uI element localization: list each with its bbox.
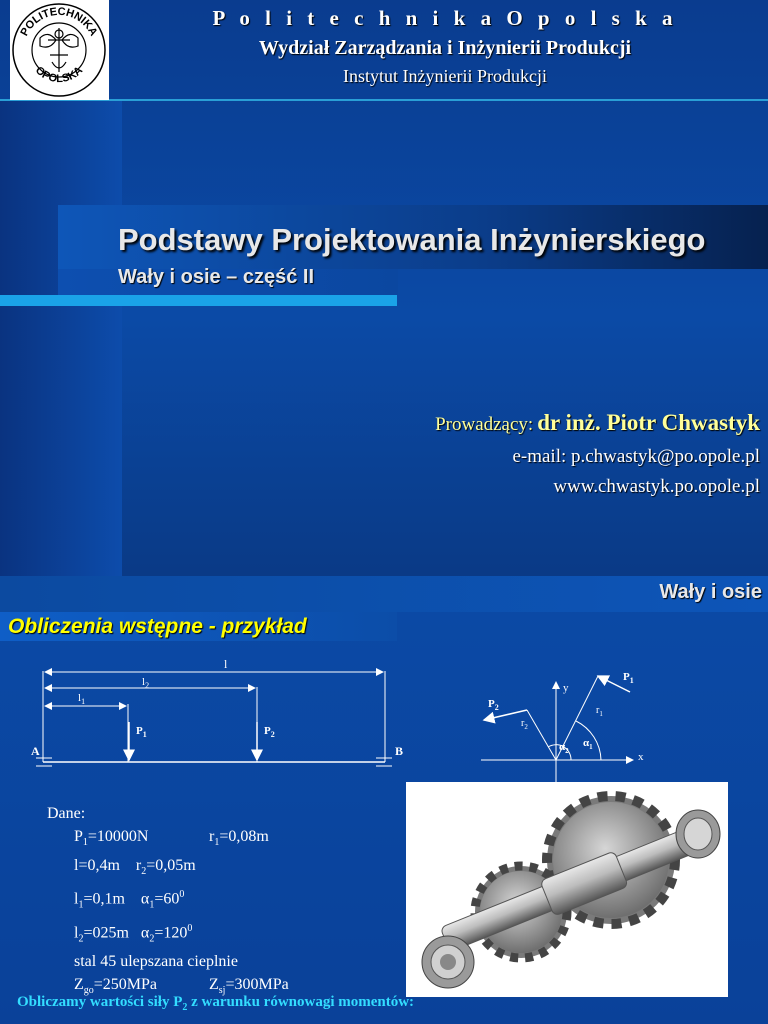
label-alpha1: $\alpha_1$ <box>583 737 593 751</box>
label-l1: $l_1$ <box>78 692 86 706</box>
label-r2: $r_2$ <box>521 718 528 731</box>
given-data <box>47 802 289 1003</box>
label-l: l <box>224 657 228 671</box>
label-p2: $P_2$ <box>264 725 275 739</box>
label-a: A <box>31 744 40 758</box>
vector-diagram <box>481 676 633 782</box>
given-p1-r1: $P_1=10000N$ $r_1=0,08m$ <box>74 828 269 849</box>
lecturer-line <box>435 410 760 436</box>
label-vec-p2: $P_2$ <box>488 698 499 712</box>
label-b: B <box>395 744 404 758</box>
gear-shaft-render <box>406 782 728 997</box>
radius-r2 <box>527 710 556 760</box>
label-p1: $P_1$ <box>136 725 147 739</box>
label-r1: $r_1$ <box>596 705 603 718</box>
label-alpha2: $\alpha_2$ <box>559 741 569 755</box>
lecturer-name: dr inż. Piotr Chwastyk <box>537 410 760 435</box>
label-vec-p1: $P_1$ <box>623 671 634 685</box>
lecturer-website[interactable]: www.chwastyk.po.opole.pl <box>553 476 760 497</box>
bearing-right-icon <box>676 810 720 858</box>
eagle-emblem-icon <box>40 28 78 72</box>
footer-instruction: Obliczamy wartości siły $P_2$ z warunku równowagi momentów: <box>17 994 415 1013</box>
university-name: P o l i t e c h n i k a O p o l s k a <box>212 6 678 30</box>
lecturer-label: Prowadzący: <box>435 414 534 435</box>
beam-diagram <box>36 671 392 766</box>
header-divider <box>0 99 768 101</box>
slide-heading: Obliczenia wstępne - przykład <box>8 615 307 638</box>
logo-bottom-text: OPOLSKA <box>32 64 86 86</box>
label-l2: $l_2$ <box>142 676 150 690</box>
left-shade <box>0 100 122 576</box>
section-title: Wały i osie <box>659 581 762 603</box>
given-l1-a1: $l_1=0,1m$ $\alpha_1=60^0$ <box>74 889 185 911</box>
university-logo <box>10 0 109 100</box>
label-x: x <box>638 751 644 763</box>
example-slide <box>0 576 768 1024</box>
faculty-name: Wydział Zarządzania i Inżynierii Produkcji <box>258 37 632 59</box>
course-subtitle: Wały i osie – część II <box>118 266 315 288</box>
given-l2-a2: $l_2=025m$ $\alpha_2=120^0$ <box>74 922 193 945</box>
given-strength: $Z_{go}=250MPa$ $Z_{sj}=300MPa$ <box>74 976 289 997</box>
logo-top-text: POLITECHNIKA <box>18 5 100 39</box>
given-steel: stal 45 ulepszana cieplnie <box>74 953 238 971</box>
lecturer-email[interactable]: e-mail: p.chwastyk@po.opole.pl <box>512 446 760 467</box>
institute-name: Instytut Inżynierii Produkcji <box>343 66 547 86</box>
given-label: Dane: <box>47 805 86 822</box>
given-l-r2: l=0,4m $r_2=0,05m$ <box>74 857 196 878</box>
accent-bar <box>0 295 397 306</box>
label-y: y <box>563 682 569 694</box>
bearing-left-icon <box>422 936 474 988</box>
course-title: Podstawy Projektowania Inżynierskiego <box>118 222 706 257</box>
